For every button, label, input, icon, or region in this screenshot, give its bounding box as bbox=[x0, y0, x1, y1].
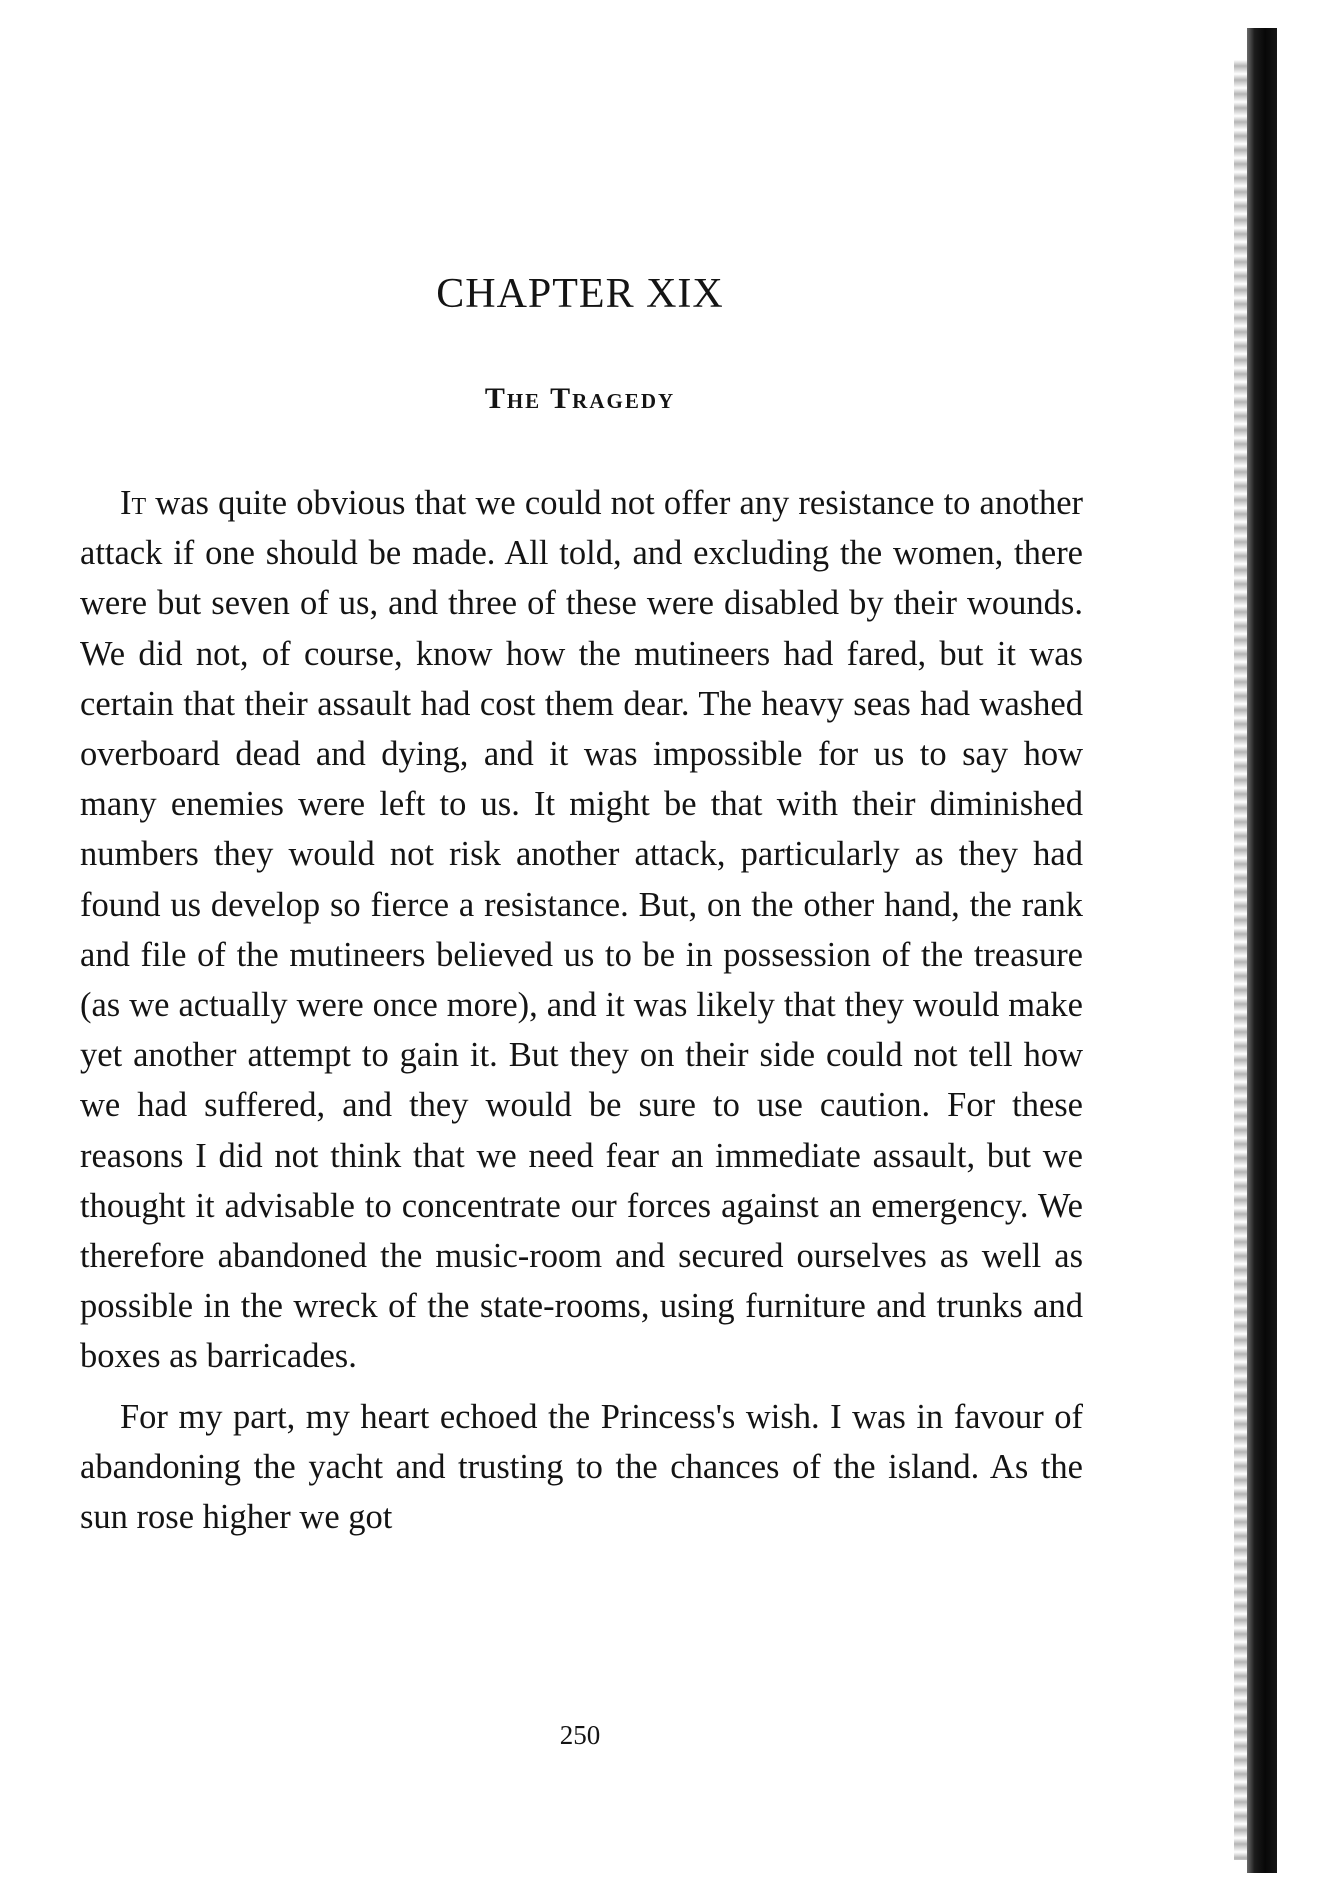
paragraph-1-text: was quite obvious that we could not offer any resistance to another attack if one should be made. All told, and excluding the women, there were but seven of us, and three of these were disabled by their wounds. We did not, of course, know how the mutineers had fared, but it was certain that their assault had cost them dear. The heavy seas had washed overboard dead and dying, and it was impossible for us to say how many enemies were left to us. It might be that with their diminished numbers they would not risk another attack, particularly as they had found us develop so fierce a resistance. But, on the other hand, the rank and file of the mutineers believed us to be in possession of the treasure (as we actually were once more), and it was likely that they would make yet another attempt to gain it. But they on their side could not tell how we had suffered, and they would be sure to use caution. For these reasons I did not think that we need fear an immediate assault, but we thought it advisable to concentrate our forces against an emergency. We therefore abandoned the music-room and secured ourselves as well as possible in the wreck of the state-rooms, using furniture and trunks and boxes as barricades. bbox=[80, 484, 1083, 1376]
page-number: 250 bbox=[559, 1720, 601, 1750]
paragraph-lead: It bbox=[120, 484, 147, 522]
chapter-title: CHAPTER XIX bbox=[436, 271, 724, 317]
binding-edge bbox=[1247, 28, 1277, 1873]
chapter-subtitle: The Tragedy bbox=[484, 382, 676, 415]
paragraph-1 bbox=[80, 478, 1083, 1382]
binding-shadow bbox=[1234, 60, 1248, 1860]
paragraph-2: For my part, my heart echoed the Princess's wish. I was in favour of abandoning the yacht and trusting to the chances of the island. As the sun rose higher we got bbox=[80, 1397, 1083, 1537]
body-text bbox=[80, 478, 1083, 1542]
